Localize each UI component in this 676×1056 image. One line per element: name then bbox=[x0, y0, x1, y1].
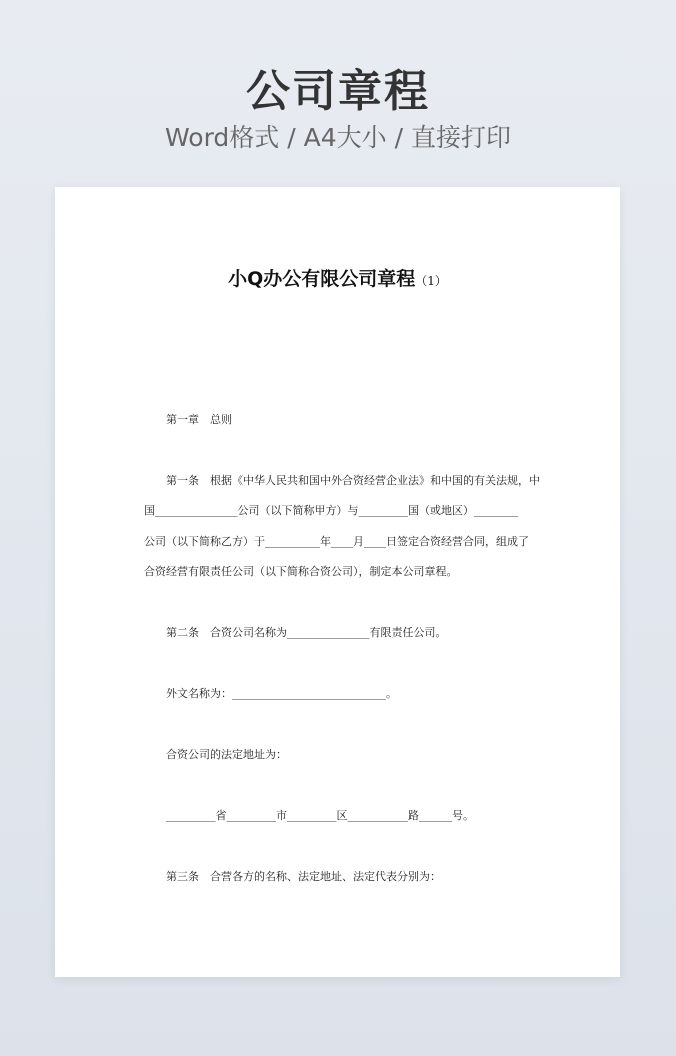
article-3-line-1: 第三条 合营各方的名称、法定地址、法定代表分别为： bbox=[166, 870, 441, 883]
foreign-name-line: 外文名称为：____________________________。 bbox=[166, 687, 397, 700]
document-title-text: 小Q办公有限公司章程 bbox=[228, 268, 416, 290]
banner-title: 公司章程 bbox=[246, 66, 430, 117]
document-page bbox=[55, 187, 620, 977]
article-1-line-1: 第一条 根据《中华人民共和国中外合资经营企业法》和中国的有关法规，中 bbox=[166, 474, 540, 487]
article-1-line-4: 合资经营有限责任公司（以下简称合资公司），制定本公司章程。 bbox=[144, 565, 458, 578]
article-1-line-3: 公司（以下简称乙方）于__________年____月____日签定合资经营合同，组成了 bbox=[144, 535, 529, 548]
banner-subtitle: Word格式 / A4大小 / 直接打印 bbox=[165, 123, 511, 152]
chapter-heading: 第一章 总则 bbox=[166, 413, 232, 426]
legal-address-label: 合资公司的法定地址为： bbox=[166, 748, 287, 761]
article-2-line-1: 第二条 合资公司名称为_______________有限责任公司。 bbox=[166, 626, 447, 639]
document-title bbox=[55, 265, 620, 295]
article-1-line-2: 国_______________公司（以下简称甲方）与_________国（或地区）________ bbox=[144, 504, 518, 517]
document-title-number: （1） bbox=[415, 274, 447, 288]
legal-address-blanks: _________省_________市_________区___________路______号。 bbox=[166, 809, 474, 822]
